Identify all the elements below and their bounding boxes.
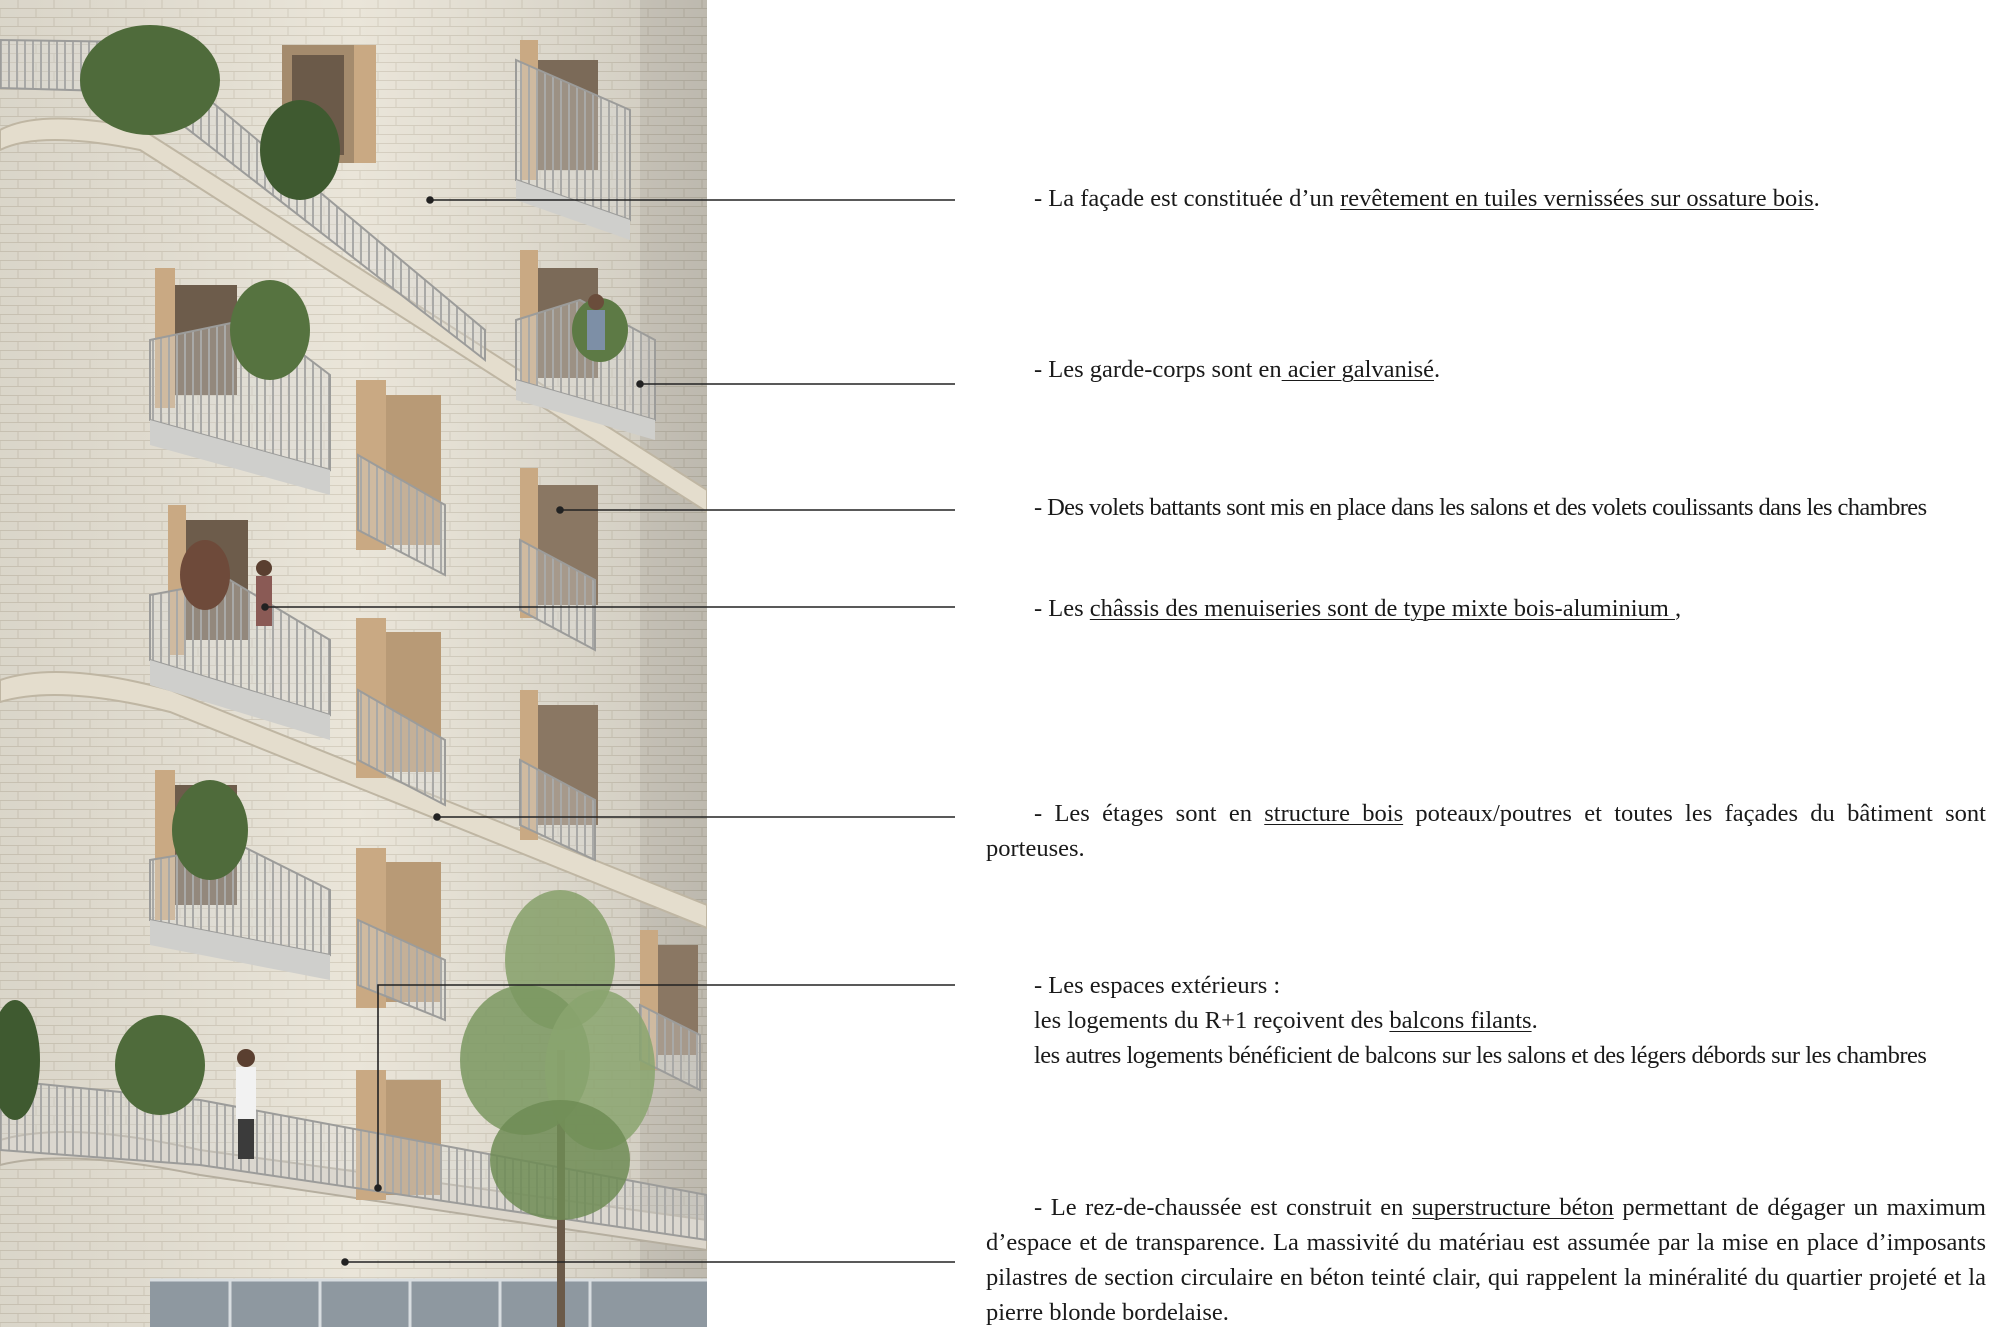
note-facade-prefix: - La façade est constituée d’un — [1034, 185, 1341, 212]
ground-floor-glazing — [150, 1280, 707, 1327]
note-outdoor-line2-suffix: . — [1531, 1007, 1538, 1034]
note-outdoor-line1: - Les espaces extérieurs : — [1034, 972, 1281, 999]
note-structure — [986, 796, 1986, 866]
note-facade-suffix: . — [1813, 185, 1820, 212]
note-frames-prefix: - Les — [1034, 595, 1090, 622]
note-facade-link: revêtement en tuiles vernissées sur ossature bois — [1340, 185, 1814, 212]
note-outdoor-line2 — [1034, 1003, 1994, 1038]
note-facade — [1034, 181, 1820, 216]
note-shutters — [1034, 490, 1927, 525]
note-ground — [986, 1190, 1986, 1330]
note-structure-prefix: - Les étages sont en — [1034, 800, 1265, 827]
note-outdoor-line2-link: balcons filants — [1389, 1007, 1532, 1034]
note-structure-suffix: poteaux/poutres et toutes les façades du bâtiment sont porteuses. — [986, 800, 1986, 862]
person — [256, 560, 272, 626]
note-frames-suffix: , — [1675, 595, 1682, 622]
note-outdoor-line2-prefix: les logements du R+1 reçoivent des — [1034, 1007, 1390, 1034]
note-outdoor — [1034, 968, 1994, 1073]
note-shutters-text: - Des volets battants sont mis en place dans les salons et des volets coulissants dans les chambres — [1034, 494, 1927, 521]
note-frames — [1034, 591, 1681, 626]
note-outdoor-line3: les autres logements bénéficient de balcons sur les salons et des légers débords sur les chambres — [1034, 1042, 1927, 1069]
note-ground-suffix: permettant de dégager un maximum d’espace et de transparence. La massivité du matériau est assumée par la mise en place d’imposants pilastres de section circulaire en béton teinté clair, qui rappelent la minéralité du quartier projeté et la pierre blonde bordelaise. — [986, 1194, 1986, 1326]
note-ground-prefix: - Le rez-de-chaussée est construit en — [1034, 1194, 1412, 1221]
building-facade-render — [0, 0, 707, 1327]
note-railings — [1034, 352, 1440, 387]
note-railings-prefix: - Les garde-corps sont en — [1034, 356, 1282, 383]
note-railings-suffix: . — [1434, 356, 1441, 383]
note-frames-link: châssis des menuiseries sont de type mixte bois-aluminium — [1089, 595, 1675, 622]
person — [587, 294, 605, 350]
note-ground-link: superstructure béton — [1412, 1194, 1614, 1221]
note-railings-link: acier galvanisé — [1281, 356, 1434, 383]
note-structure-link: structure bois — [1264, 800, 1404, 827]
